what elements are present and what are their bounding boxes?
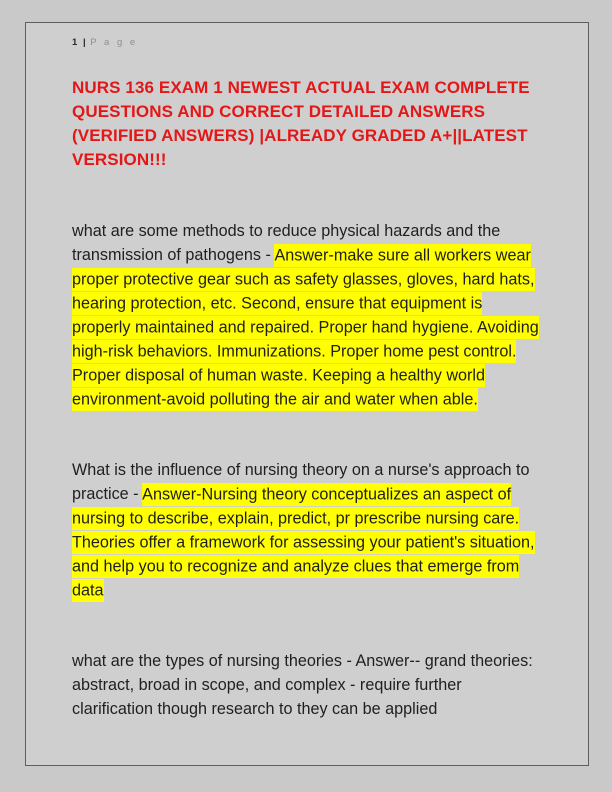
answer-highlight-1: Answer-make sure all workers wear proper protective gear such as safety glasses, gloves, hard hats, hearing protection, etc. Second, ensure that equipment is properly maintained and repaired. Proper hand hygiene. Avoiding high-risk behaviors. Immunizations. Proper home pest control. Proper disposal of human waste. Keeping a healthy world environment-avoid polluting the air and water when able. [72,244,539,411]
question-text-2: What is the influence of nursing theory on a nurse's approach to practice - [72,461,530,503]
page-header-label: P a g e [90,37,138,48]
document-page [25,22,589,766]
page-number: 1 [72,37,79,48]
answer-highlight-2: Answer-Nursing theory conceptualizes an aspect of nursing to describe, explain, predict, pr prescribe nursing care. Theories offer a framework for assessing your patient's situation, and help you to recognize and analyze clues that emerge from data [72,483,535,602]
qa-paragraph-1 [72,219,542,411]
qa-paragraph-3 [72,649,542,721]
page-header-separator: | [82,37,86,48]
answer-text-3: Answer-- grand theories: abstract, broad in scope, and complex - require further clarification though research to they can be applied [72,652,533,718]
question-text-3: what are the types of nursing theories - [72,652,356,670]
question-text-1: what are some methods to reduce physical hazards and the transmission of pathogens - [72,222,501,264]
page-header [72,36,542,49]
document-title: NURS 136 EXAM 1 NEWEST ACTUAL EXAM COMPLETE QUESTIONS AND CORRECT DETAILED ANSWERS (VERIFIED ANSWERS) |ALREADY GRADED A+||LATEST VERSION!!! [72,78,530,169]
qa-paragraph-2 [72,458,542,602]
